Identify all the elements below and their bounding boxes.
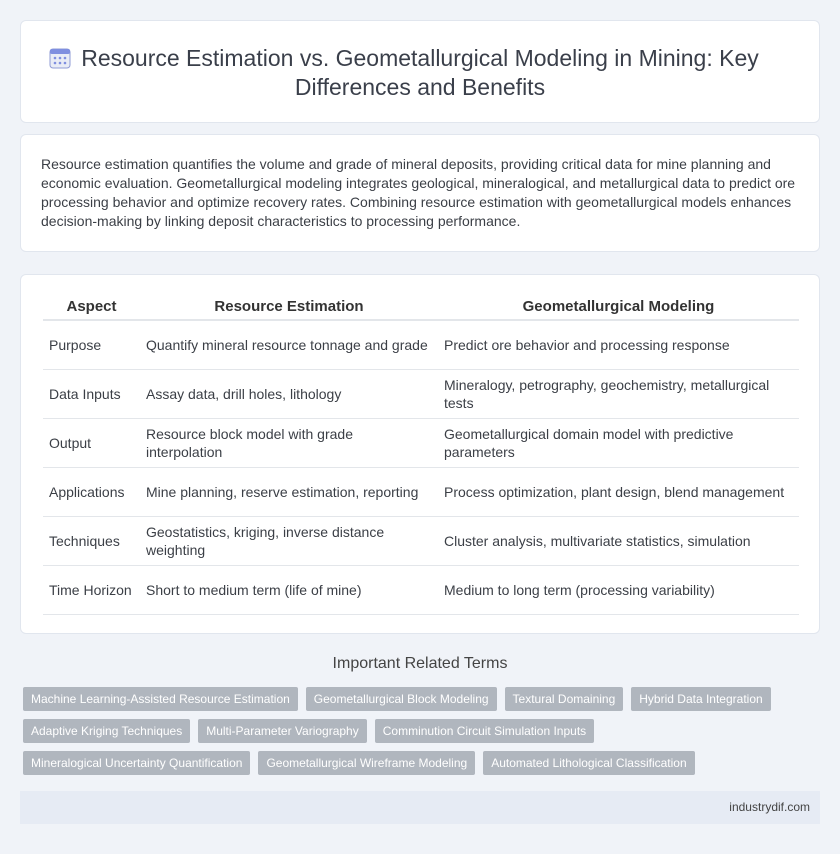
- table-cell: Applications: [43, 468, 140, 517]
- table-cell: Geostatistics, kriging, inverse distance weighting: [140, 517, 438, 566]
- table-header-row: [43, 295, 799, 321]
- footer-site-link[interactable]: industrydif.com: [729, 800, 810, 814]
- comparison-table: [43, 295, 799, 615]
- table-row: [43, 321, 799, 370]
- related-term-tag[interactable]: Adaptive Kriging Techniques: [23, 719, 190, 743]
- table-cell: Resource block model with grade interpolation: [140, 419, 438, 468]
- column-header-geometallurgical-modeling: Geometallurgical Modeling: [438, 295, 799, 321]
- related-term-tag[interactable]: Machine Learning-Assisted Resource Estimation: [23, 687, 298, 711]
- table-cell: Medium to long term (processing variability): [438, 566, 799, 615]
- table-cell: Quantify mineral resource tonnage and grade: [140, 321, 438, 370]
- comparison-card: [20, 274, 820, 634]
- table-row: [43, 566, 799, 615]
- table-row: [43, 468, 799, 517]
- related-term-tag[interactable]: Comminution Circuit Simulation Inputs: [375, 719, 594, 743]
- related-term-tag[interactable]: Geometallurgical Block Modeling: [306, 687, 497, 711]
- related-term-tag[interactable]: Hybrid Data Integration: [631, 687, 770, 711]
- table-cell: Cluster analysis, multivariate statistics, simulation: [438, 517, 799, 566]
- page-title: Resource Estimation vs. Geometallurgical Modeling in Mining: Key Differences and Benefits: [81, 45, 759, 100]
- related-terms-heading: Important Related Terms: [332, 655, 508, 672]
- tag-row: [23, 687, 803, 711]
- tag-row: [23, 719, 803, 743]
- column-header-resource-estimation: Resource Estimation: [140, 295, 438, 321]
- table-cell: Predict ore behavior and processing response: [438, 321, 799, 370]
- table-row: [43, 419, 799, 468]
- table-cell: Data Inputs: [43, 370, 140, 419]
- table-cell: Geometallurgical domain model with predictive parameters: [438, 419, 799, 468]
- intro-card: [20, 134, 820, 252]
- column-header-aspect: Aspect: [43, 295, 140, 321]
- table-cell: Output: [43, 419, 140, 468]
- related-term-tag[interactable]: Textural Domaining: [505, 687, 624, 711]
- related-terms-list: [23, 687, 803, 783]
- related-term-tag[interactable]: Geometallurgical Wireframe Modeling: [258, 751, 475, 775]
- table-cell: Short to medium term (life of mine): [140, 566, 438, 615]
- footer: [20, 791, 820, 824]
- related-term-tag[interactable]: Multi-Parameter Variography: [198, 719, 367, 743]
- table-cell: Process optimization, plant design, blend management: [438, 468, 799, 517]
- table-cell: Purpose: [43, 321, 140, 370]
- table-cell: Techniques: [43, 517, 140, 566]
- table-cell: Assay data, drill holes, lithology: [140, 370, 438, 419]
- related-term-tag[interactable]: Automated Lithological Classification: [483, 751, 694, 775]
- intro-paragraph: Resource estimation quantifies the volume and grade of mineral deposits, providing critical data for mine planning and economic evaluation. Geometallurgical modeling integrates geological, mineralogical, and metallurgical data to predict ore processing behavior and optimize recovery rates. Combining resource estimation with geometallurgical models enhances decision-making by linking deposit characteristics to processing performance.: [41, 156, 796, 229]
- table-cell: Mine planning, reserve estimation, reporting: [140, 468, 438, 517]
- table-cell: Time Horizon: [43, 566, 140, 615]
- table-cell: Mineralogy, petrography, geochemistry, metallurgical tests: [438, 370, 799, 419]
- tag-row: [23, 751, 803, 775]
- table-row: [43, 370, 799, 419]
- related-term-tag[interactable]: Mineralogical Uncertainty Quantification: [23, 751, 250, 775]
- table-row: [43, 517, 799, 566]
- header-card: [20, 20, 820, 123]
